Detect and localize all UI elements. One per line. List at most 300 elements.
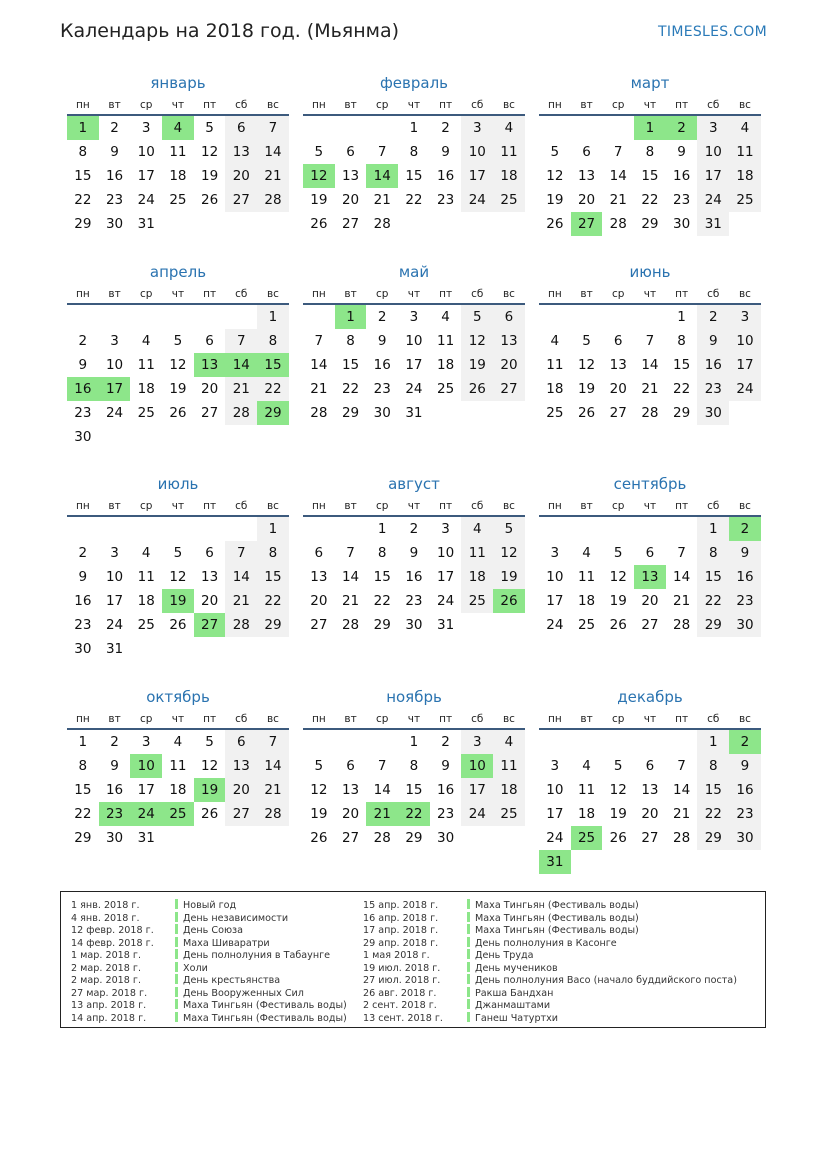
- empty-cell: [67, 517, 99, 541]
- day-cell: 24: [437, 593, 455, 609]
- week-row: [303, 353, 525, 377]
- weekday-label: пн: [311, 99, 326, 111]
- week-row: [67, 517, 289, 541]
- weekday-label: вс: [266, 99, 279, 111]
- day-cell: 16: [74, 593, 92, 609]
- legend-row: [71, 912, 347, 925]
- day-cell: 4: [141, 333, 151, 349]
- legend-holiday-name: Холи: [183, 962, 208, 974]
- day-cell: 17: [546, 806, 564, 822]
- day-cell: 5: [582, 333, 591, 349]
- day-cell: 14: [257, 754, 289, 778]
- empty-cell: [162, 826, 194, 850]
- day-cell: 30: [729, 613, 761, 637]
- day-cell: 23: [673, 192, 691, 208]
- day-cell: 18: [577, 806, 596, 822]
- empty-cell: [257, 826, 289, 850]
- weekday-label: вт: [108, 500, 121, 512]
- legend-holiday-name: Маха Шиваратри: [183, 937, 270, 949]
- weekday-label: ср: [375, 713, 389, 725]
- legend-holiday-name: День мучеников: [475, 962, 558, 974]
- weekday-header: [67, 497, 289, 517]
- week-row: [539, 116, 761, 140]
- holiday-day-cell: 17: [99, 377, 131, 401]
- day-cell: 3: [461, 116, 493, 140]
- day-cell: 3: [110, 333, 119, 349]
- day-cell: 20: [201, 593, 219, 609]
- day-cell: 6: [645, 545, 655, 561]
- week-row: [539, 589, 761, 613]
- legend-color-marker: [467, 999, 470, 1009]
- day-cell: 28: [673, 830, 691, 846]
- week-row: [539, 329, 761, 353]
- empty-cell: [194, 305, 226, 329]
- week-row: [67, 305, 289, 329]
- day-cell: 22: [697, 589, 729, 613]
- weekday-label: ср: [611, 500, 625, 512]
- week-row: [539, 517, 761, 541]
- week-row: [303, 754, 525, 778]
- day-cell: 1: [697, 730, 729, 754]
- day-cell: 6: [225, 116, 257, 140]
- legend-date: 19 июл. 2018 г.: [363, 962, 441, 974]
- weekday-label: пн: [311, 500, 326, 512]
- weekday-label: чт: [171, 713, 185, 725]
- day-cell: 24: [697, 188, 729, 212]
- month-1: [67, 70, 289, 236]
- empty-cell: [571, 517, 603, 541]
- day-cell: 4: [493, 730, 525, 754]
- day-cell: 22: [341, 381, 360, 397]
- legend-holiday-name: Маха Тингьян (Фестиваль воды): [183, 1012, 347, 1024]
- weekday-label: вс: [738, 500, 751, 512]
- weekday-label: чт: [407, 500, 421, 512]
- week-row: [539, 140, 761, 164]
- weekday-label: вс: [738, 288, 751, 300]
- empty-cell: [729, 401, 761, 425]
- day-cell: 14: [341, 569, 360, 585]
- month-name: август: [388, 475, 440, 493]
- day-cell: 29: [673, 405, 691, 421]
- day-cell: 14: [673, 569, 691, 585]
- day-cell: 15: [74, 782, 92, 798]
- legend-color-marker: [175, 912, 178, 922]
- day-cell: 18: [461, 565, 493, 589]
- legend-date: 1 янв. 2018 г.: [71, 900, 140, 911]
- empty-cell: [634, 305, 666, 329]
- day-cell: 1: [257, 305, 289, 329]
- day-cell: 3: [550, 758, 560, 774]
- day-cell: 9: [110, 144, 119, 160]
- weekday-label: чт: [643, 99, 657, 111]
- month-5: [303, 259, 525, 425]
- weekday-label: вс: [502, 288, 515, 300]
- empty-cell: [602, 517, 634, 541]
- day-cell: 5: [550, 144, 560, 160]
- weekday-label: ср: [375, 500, 389, 512]
- legend-color-marker: [467, 962, 470, 972]
- weekday-label: ср: [139, 288, 153, 300]
- day-cell: 15: [405, 782, 423, 798]
- day-cell: 29: [257, 613, 289, 637]
- day-cell: 16: [405, 569, 423, 585]
- day-cell: 15: [697, 565, 729, 589]
- day-cell: 23: [437, 192, 455, 208]
- empty-cell: [666, 730, 698, 754]
- weekday-label: пн: [75, 500, 90, 512]
- day-cell: 5: [205, 120, 214, 136]
- day-cell: 22: [405, 192, 423, 208]
- week-row: [539, 565, 761, 589]
- day-cell: 11: [437, 333, 455, 349]
- weekday-label: сб: [235, 288, 248, 300]
- day-cell: 7: [346, 545, 355, 561]
- day-cell: 13: [201, 569, 219, 585]
- day-cell: 12: [201, 758, 219, 774]
- day-cell: 20: [641, 593, 659, 609]
- day-cell: 11: [546, 357, 564, 373]
- empty-cell: [539, 517, 571, 541]
- weekday-label: чт: [407, 288, 421, 300]
- holiday-day-cell: 19: [194, 778, 226, 802]
- holiday-day-cell: 1: [67, 116, 99, 140]
- day-cell: 20: [341, 806, 360, 822]
- day-cell: 12: [493, 541, 525, 565]
- week-row: [303, 541, 525, 565]
- weekday-label: вт: [344, 288, 357, 300]
- day-cell: 10: [437, 545, 455, 561]
- weekday-label: чт: [643, 288, 657, 300]
- weekday-label: вс: [738, 99, 751, 111]
- holiday-day-cell: 1: [634, 116, 666, 140]
- legend-row: [71, 962, 347, 975]
- holiday-day-cell: 31: [539, 850, 571, 874]
- legend-date: 27 мар. 2018 г.: [71, 987, 148, 999]
- legend-color-marker: [467, 937, 470, 947]
- day-cell: 1: [697, 517, 729, 541]
- day-cell: 24: [105, 405, 124, 421]
- weekday-label: пт: [675, 500, 689, 512]
- day-cell: 8: [78, 144, 88, 160]
- empty-cell: [257, 637, 289, 661]
- week-row: [539, 541, 761, 565]
- empty-cell: [366, 730, 398, 754]
- day-cell: 25: [437, 381, 455, 397]
- legend-row: [363, 974, 737, 987]
- day-cell: 4: [729, 116, 761, 140]
- weekday-label: пн: [547, 288, 562, 300]
- day-cell: 21: [609, 192, 627, 208]
- day-cell: 9: [697, 329, 729, 353]
- legend-holiday-name: День крестьянства: [183, 975, 281, 986]
- legend-color-marker: [467, 924, 470, 934]
- day-cell: 10: [137, 144, 155, 160]
- week-row: [303, 329, 525, 353]
- day-cell: 22: [257, 377, 289, 401]
- week-row: [67, 401, 289, 425]
- empty-cell: [257, 212, 289, 236]
- day-cell: 15: [673, 357, 691, 373]
- weekday-header: [303, 710, 525, 730]
- empty-cell: [602, 730, 634, 754]
- empty-cell: [130, 517, 162, 541]
- day-cell: 6: [205, 333, 214, 349]
- day-cell: 21: [225, 377, 257, 401]
- empty-cell: [303, 517, 335, 541]
- day-cell: 7: [377, 758, 387, 774]
- weekday-label: вс: [738, 713, 751, 725]
- empty-cell: [571, 305, 603, 329]
- day-cell: 31: [137, 216, 155, 232]
- day-cell: 11: [493, 754, 525, 778]
- day-cell: 27: [641, 830, 659, 846]
- weekday-label: пт: [675, 99, 689, 111]
- day-cell: 8: [645, 144, 655, 160]
- month-11: [303, 684, 525, 850]
- day-cell: 8: [78, 758, 88, 774]
- legend-date: 2 мар. 2018 г.: [71, 975, 142, 986]
- month-10: [67, 684, 289, 850]
- legend-holiday-name: Джанмаштами: [475, 1000, 551, 1011]
- week-row: [303, 305, 525, 329]
- day-cell: 5: [493, 517, 525, 541]
- day-cell: 16: [729, 565, 761, 589]
- page-title: Календарь на 2018 год. (Мьянма): [60, 20, 400, 42]
- day-cell: 10: [461, 140, 493, 164]
- day-cell: 2: [78, 545, 88, 561]
- day-cell: 22: [257, 589, 289, 613]
- legend-column-right: [363, 899, 737, 1024]
- day-cell: 23: [105, 192, 124, 208]
- legend-date: 15 апр. 2018 г.: [363, 900, 439, 911]
- day-cell: 16: [373, 357, 391, 373]
- legend-row: [71, 937, 347, 950]
- week-row: [303, 589, 525, 613]
- weekday-label: сб: [707, 500, 720, 512]
- day-cell: 18: [137, 593, 155, 609]
- day-cell: 25: [137, 405, 155, 421]
- holiday-day-cell: 4: [162, 116, 194, 140]
- day-cell: 11: [729, 140, 761, 164]
- day-cell: 20: [609, 381, 627, 397]
- legend-date: 2 сент. 2018 г.: [363, 1000, 437, 1011]
- day-cell: 6: [582, 144, 591, 160]
- week-row: [539, 802, 761, 826]
- legend-date: 13 апр. 2018 г.: [71, 1000, 147, 1011]
- weekday-label: сб: [235, 713, 248, 725]
- weekday-header: [539, 710, 761, 730]
- day-cell: 17: [546, 593, 564, 609]
- weekday-header: [303, 497, 525, 517]
- holiday-day-cell: 23: [99, 802, 131, 826]
- legend-date: 27 июл. 2018 г.: [363, 975, 441, 986]
- weekday-label: сб: [235, 99, 248, 111]
- day-cell: 4: [582, 758, 591, 774]
- weekday-label: ср: [139, 713, 153, 725]
- day-cell: 26: [577, 405, 596, 421]
- day-cell: 12: [546, 168, 564, 184]
- empty-cell: [162, 305, 194, 329]
- legend-date: 26 авг. 2018 г.: [363, 987, 437, 999]
- day-cell: 19: [169, 381, 187, 397]
- day-cell: 19: [310, 806, 328, 822]
- day-cell: 31: [105, 641, 124, 657]
- legend-date: 14 февр. 2018 г.: [71, 937, 154, 949]
- day-cell: 26: [201, 806, 219, 822]
- day-cell: 17: [137, 782, 155, 798]
- day-cell: 9: [441, 144, 450, 160]
- brand-link[interactable]: TIMESLES.COM: [658, 24, 767, 40]
- day-cell: 18: [493, 778, 525, 802]
- week-row: [303, 188, 525, 212]
- week-row: [67, 164, 289, 188]
- day-cell: 31: [137, 830, 155, 846]
- holiday-day-cell: 25: [571, 826, 603, 850]
- week-row: [303, 826, 525, 850]
- empty-cell: [130, 305, 162, 329]
- holiday-day-cell: 2: [666, 116, 698, 140]
- day-cell: 22: [641, 192, 659, 208]
- day-cell: 17: [461, 778, 493, 802]
- day-cell: 12: [169, 569, 187, 585]
- weekday-label: ср: [375, 99, 389, 111]
- month-name: сентябрь: [613, 475, 687, 493]
- day-cell: 9: [409, 545, 419, 561]
- month-7: [67, 471, 289, 661]
- day-cell: 18: [437, 357, 455, 373]
- holiday-day-cell: 2: [729, 517, 761, 541]
- legend-date: 1 мар. 2018 г.: [71, 950, 142, 961]
- holiday-day-cell: 12: [303, 164, 335, 188]
- legend-holiday-name: День независимости: [183, 912, 289, 924]
- weekday-label: вт: [580, 288, 593, 300]
- empty-cell: [729, 850, 761, 874]
- day-cell: 11: [577, 569, 596, 585]
- empty-cell: [99, 425, 131, 449]
- weekday-label: пт: [203, 500, 217, 512]
- weekday-label: сб: [707, 713, 720, 725]
- day-cell: 16: [673, 168, 691, 184]
- day-cell: 25: [493, 802, 525, 826]
- day-cell: 16: [437, 782, 455, 798]
- holiday-legend: [60, 891, 766, 1028]
- empty-cell: [303, 116, 335, 140]
- weekday-label: пт: [439, 288, 453, 300]
- day-cell: 17: [105, 593, 124, 609]
- day-cell: 11: [493, 140, 525, 164]
- empty-cell: [430, 401, 462, 425]
- holiday-day-cell: 16: [67, 377, 99, 401]
- day-cell: 24: [105, 617, 124, 633]
- day-cell: 24: [461, 188, 493, 212]
- legend-holiday-name: День полнолуния Васо (начало буддийского поста): [475, 975, 737, 986]
- month-2: [303, 70, 525, 236]
- day-cell: 4: [461, 517, 493, 541]
- day-cell: 29: [405, 830, 423, 846]
- day-cell: 27: [493, 377, 525, 401]
- day-cell: 21: [673, 593, 691, 609]
- holiday-day-cell: 29: [257, 401, 289, 425]
- day-cell: 30: [405, 617, 423, 633]
- weekday-header: [539, 497, 761, 517]
- day-cell: 31: [697, 212, 729, 236]
- legend-holiday-name: День Вооруженных Сил: [183, 987, 304, 999]
- legend-date: 12 февр. 2018 г.: [71, 925, 154, 936]
- day-cell: 16: [729, 778, 761, 802]
- day-cell: 5: [173, 333, 183, 349]
- day-cell: 10: [697, 140, 729, 164]
- day-cell: 15: [373, 569, 391, 585]
- day-cell: 30: [105, 216, 124, 232]
- holiday-day-cell: 27: [194, 613, 226, 637]
- day-cell: 21: [225, 589, 257, 613]
- day-cell: 21: [310, 381, 328, 397]
- empty-cell: [493, 401, 525, 425]
- day-cell: 2: [78, 333, 88, 349]
- day-cell: 1: [78, 734, 88, 750]
- day-cell: 30: [437, 830, 455, 846]
- weekday-label: пн: [75, 713, 90, 725]
- legend-holiday-name: День полнолуния в Табаунге: [183, 950, 331, 961]
- empty-cell: [335, 730, 367, 754]
- day-cell: 12: [577, 357, 596, 373]
- day-cell: 19: [609, 593, 627, 609]
- weekday-label: пт: [203, 99, 217, 111]
- day-cell: 4: [550, 333, 560, 349]
- holiday-day-cell: 13: [194, 353, 226, 377]
- legend-color-marker: [175, 974, 178, 984]
- day-cell: 16: [105, 782, 124, 798]
- weekday-label: пн: [75, 288, 90, 300]
- week-row: [539, 826, 761, 850]
- holiday-day-cell: 14: [366, 164, 398, 188]
- month-name: февраль: [379, 74, 449, 92]
- week-row: [67, 541, 289, 565]
- day-cell: 31: [437, 617, 455, 633]
- day-cell: 23: [729, 589, 761, 613]
- empty-cell: [461, 401, 493, 425]
- week-row: [539, 164, 761, 188]
- legend-holiday-name: День Труда: [475, 950, 534, 961]
- legend-date: 2 мар. 2018 г.: [71, 962, 142, 974]
- day-cell: 7: [377, 144, 387, 160]
- weekday-header: [539, 285, 761, 305]
- day-cell: 30: [673, 216, 691, 232]
- legend-row: [71, 974, 347, 987]
- week-row: [539, 188, 761, 212]
- week-row: [67, 212, 289, 236]
- day-cell: 6: [346, 144, 355, 160]
- holiday-day-cell: 26: [493, 589, 525, 613]
- day-cell: 14: [310, 357, 328, 373]
- day-cell: 18: [169, 782, 187, 798]
- empty-cell: [130, 637, 162, 661]
- day-cell: 26: [609, 830, 627, 846]
- day-cell: 19: [310, 192, 328, 208]
- day-cell: 3: [729, 305, 761, 329]
- weekday-label: сб: [471, 500, 484, 512]
- week-row: [67, 353, 289, 377]
- legend-row: [363, 937, 737, 950]
- weekday-label: сб: [471, 99, 484, 111]
- weekday-header: [67, 285, 289, 305]
- day-cell: 20: [225, 164, 257, 188]
- weekday-label: сб: [707, 288, 720, 300]
- empty-cell: [666, 517, 698, 541]
- weekday-label: вс: [266, 288, 279, 300]
- day-cell: 14: [609, 168, 627, 184]
- day-cell: 29: [641, 216, 659, 232]
